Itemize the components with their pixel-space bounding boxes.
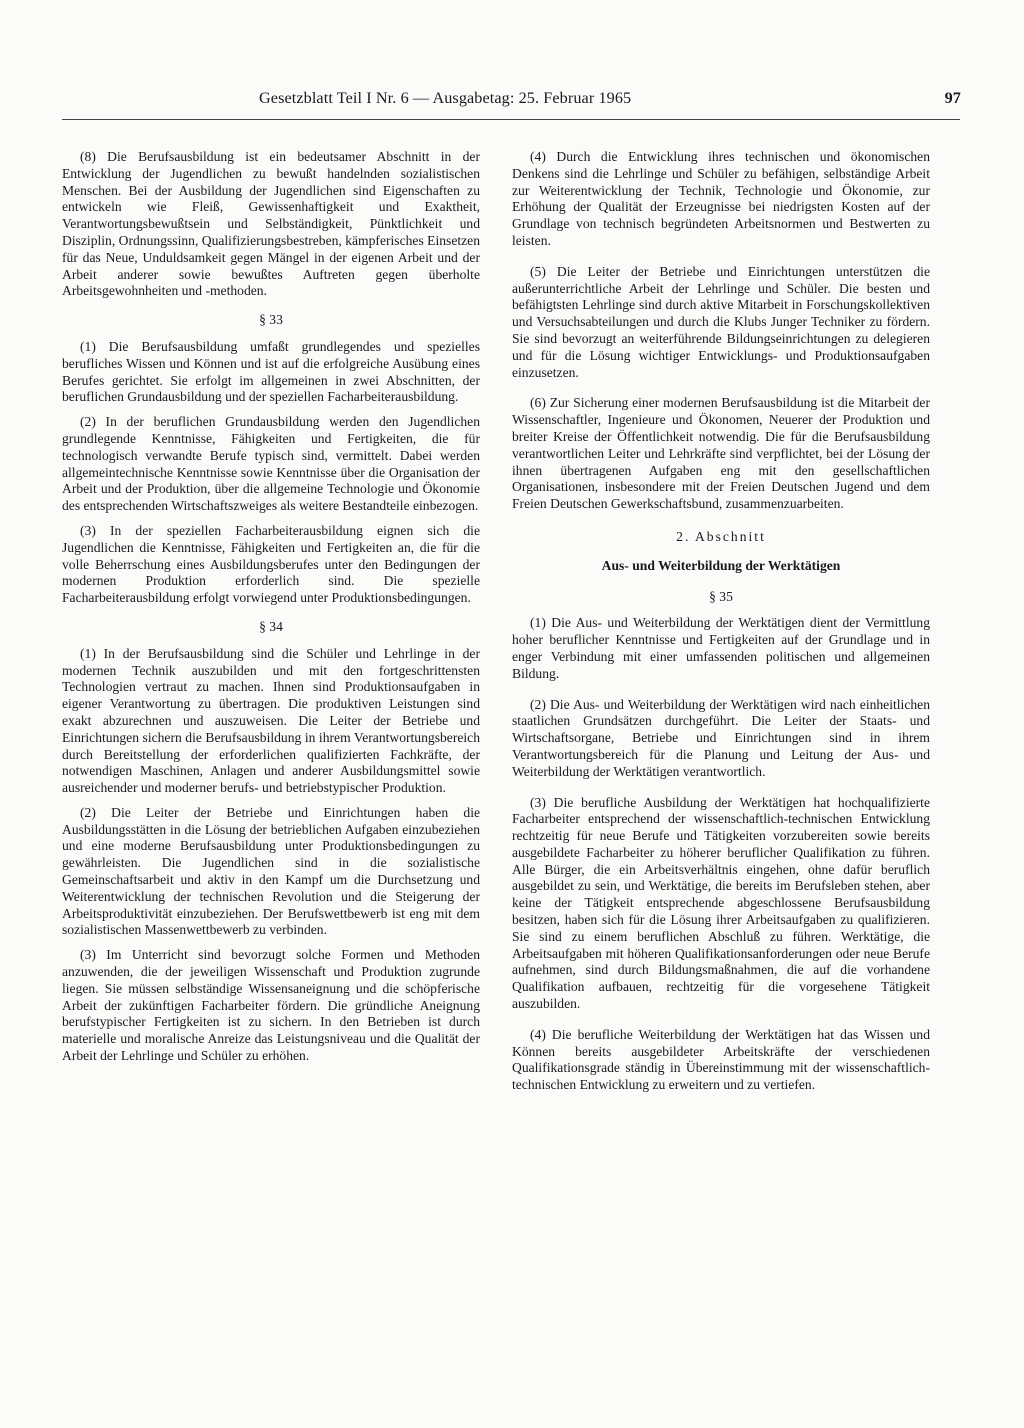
- paragraph-34-2: (2) Die Leiter der Betriebe und Einrichtungen haben die Ausbildungsstätten in die Lösung der betrieblichen Aufgaben einzubeziehen und eine moderne Berufsausbildung unter Produktionsbedingungen zu gewährleisten. Die Jugendlichen sind in die sozialistische Gemeinschaftsarbeit und aktiv in den Kampf um die Durchsetzung und Weiterentwicklung der technischen Revolution und die Steigerung der Arbeitsproduktivität einzubeziehen. Der Berufswettbewerb ist eng mit dem sozialistischen Massenwettbewerb zu verbinden.: [62, 804, 480, 938]
- section-heading-34: § 34: [259, 618, 283, 634]
- paragraph-34-3: (3) Im Unterricht sind bevorzugt solche Formen und Methoden anzuwenden, die der jeweiligen Wissenschaft und Produktion zugrunde liegen. Sie müssen selbständige Wissensaneignung und die schöpferische Arbeit der zukünftigen Facharbeiter fördern. Die gründliche Aneignung berufstypischer Fertigkeiten ist zu sichern. In den Betrieben ist durch materielle und moralische Anreize das Leistungsniveau und die Qualität der Arbeit der Lehrlinge und Schüler zu erhöhen.: [62, 947, 480, 1064]
- paragraph-34-1: (1) In der Berufsausbildung sind die Schüler und Lehrlinge in der modernen Technik auszubilden und mit den fortgeschrittensten Technologien vertraut zu machen. Ihnen sind Produktionsaufgaben in eigener Verantwortung zu übertragen. Die produktiven Leistungen sind exakt abzurechnen und auszuweisen. Die Leiter der Betriebe und Einrichtungen sichern die Berufsausbildung in ihrem Verantwortungsbereich durch Bereitstellung der erforderlichen qualifizierten Fachkräfte, der notwendigen Maschinen, Anlagen und anderer Ausbildungsmittel sowie ausreichender und moderner berufs- und betriebstypischer Produktion.: [62, 645, 480, 796]
- right-column: [512, 149, 930, 1102]
- section-heading-33: § 33: [259, 312, 283, 328]
- paragraph-8: (8) Die Berufsausbildung ist ein bedeutsamer Abschnitt in der Entwicklung der Jugendlichen zu bewußt handelnden sozialistischen Menschen. Bei der Ausbildung der Jugendlichen sind Eigenschaften zu entwickeln wie Fleiß, Gewissenhaftigkeit und Exaktheit, Verantwortungsbewußtsein und Selbständigkeit, Pünktlichkeit und Disziplin, Ordnungssinn, Qualifizierungsbestreben, kämpferisches Einsetzen für das Neue, Unduldsamkeit gegen Mängel in der eigenen Arbeit und der Arbeit anderer sowie bewußtes Auftreten gegen überholte Arbeitsgewohnheiten und -methoden.: [62, 149, 480, 299]
- paragraph-34-5: (5) Die Leiter der Betriebe und Einrichtungen unterstützen die außerunterrichtliche Arbeit der Lehrlinge und Schüler. Die besten und befähigtsten Lehrlinge sind durch aktive Mitarbeit in Forschungskollektiven und Versuchsabteilungen und durch die Klubs Junger Techniker zu fördern. Sie sind bevorzugt an weiterführende Bildungseinrichtungen zu delegieren und für die Lösung wichtiger Entwicklungs- und Produktionsaufgaben einzusetzen.: [512, 263, 930, 380]
- part-heading: 2. Abschnitt: [676, 528, 766, 544]
- header-rule: [62, 119, 960, 120]
- paragraph-35-1: (1) Die Aus- und Weiterbildung der Werktätigen dient der Vermittlung hoher beruflicher Kenntnisse und Fertigkeiten auf der Grundlage und in enger Verbindung mit einer umfassenden politischen und allgemeinen Bildung.: [512, 615, 930, 681]
- page-header: [259, 89, 961, 113]
- paragraph-33-3: (3) In der speziellen Facharbeiterausbildung eignen sich die Jugendlichen die Kenntnisse, Fähigkeiten und Fertigkeiten an, die für die volle Beherrschung eines Ausbildungsberufes unter den Bedingungen der modernen Produktion erforderlich sind. Die spezielle Facharbeiterausbildung erfolgt vorwiegend unter Produktionsbedingungen.: [62, 522, 480, 606]
- paragraph-33-2: (2) In der beruflichen Grundausbildung werden den Jugendlichen grundlegende Kenntnisse, Fähigkeiten und Fertigkeiten, die für technologisch verwandte Berufe typisch sind, vermittelt. Dabei werden allgemeintechnische Kenntnisse sowie Kenntnisse über die Organisation der Arbeit und der Produktion, über die allgemeine Technologie und Ökonomie des entsprechenden Wirtschaftszweiges als weitere Bestandteile einbezogen.: [62, 414, 480, 514]
- paragraph-35-3: (3) Die berufliche Ausbildung der Werktätigen hat hochqualifizierte Facharbeiter entsprechend der wissenschaftlich-technischen Entwicklung rechtzeitig für neue Berufe und Tätigkeiten vorzubereiten sowie bereits ausgebildete Facharbeiter zu höherer beruflicher Qualifikation zu führen. Alle Bürger, die ein Arbeitsverhältnis eingehen, ohne dafür beruflich ausgebildet zu sein, und Werktätige, die bereits im Berufsleben stehen, aber keine der Tätigkeit entsprechende abgeschlossene Berufsausbildung besitzen, haben sich für die Lösung ihrer Arbeitsaufgaben zu qualifizieren. Sie sind zu einem beruflichen Abschluß zu führen. Werktätige, die Arbeitsaufgaben mit höheren Qualifikationsanforderungen oder neue Berufe aufnehmen, sind durch Bildungsmaßnahmen, die auf die vorhandene Qualifikation aufbauen, rechtzeitig für die vorgesehene Tätigkeit auszubilden.: [512, 794, 930, 1012]
- paragraph-35-2: (2) Die Aus- und Weiterbildung der Werktätigen wird nach einheitlichen staatlichen Grundsätzen durchgeführt. Die Leiter der Staats- und Wirtschaftsorgane, Betriebe und Einrichtungen sind in ihrem Verantwortungsbereich für die Planung und Leitung der Aus- und Weiterbildung der Werktätigen verantwortlich.: [512, 696, 930, 779]
- paragraph-35-4: (4) Die berufliche Weiterbildung der Werktätigen hat das Wissen und Können bereits ausgebildeter Arbeitskräfte der verschiedenen Qualifikationsgrade ständig in Übereinstimmung mit der wissenschaftlich-technischen Entwicklung zu erweitern und zu vertiefen.: [512, 1026, 930, 1093]
- paragraph-33-1: (1) Die Berufsausbildung umfaßt grundlegendes und spezielles berufliches Wissen und Können und ist auf die erfolgreiche Ausübung eines Berufes gerichtet. Sie erfolgt im allgemeinen in zwei Abschnitten, der beruflichen Grundausbildung und der speziellen Facharbeiterausbildung.: [62, 338, 480, 405]
- paragraph-34-6: (6) Zur Sicherung einer modernen Berufsausbildung ist die Mitarbeit der Wissenschaftler, Ingenieure und Ökonomen, Neuerer der Produktion und breiter Kreise der Öffentlichkeit notwendig. Die für die Berufsausbildung verantwortlichen Leiter und Lehrkräfte sind verpflichtet, bei der Lösung der ihnen übertragenen Aufgaben eng mit den gesellschaftlichen Organisationen, insbesondere mit der Freien Deutschen Jugend und dem Freien Deutschen Gewerkschaftsbund, zusammenzuarbeiten.: [512, 395, 930, 512]
- page-number: 97: [944, 89, 961, 107]
- part-title: Aus- und Weiterbildung der Werktätigen: [601, 557, 841, 573]
- running-title: Gesetzblatt Teil I Nr. 6 — Ausgabetag: 25. Februar 1965: [259, 89, 632, 107]
- section-heading-35: § 35: [709, 588, 733, 604]
- left-column: [62, 149, 480, 1073]
- paragraph-34-4: (4) Durch die Entwicklung ihres technischen und ökonomischen Denkens sind die Lehrlinge und Schüler zu befähigen, selbständige Arbeit zur Weiterentwicklung der Technik, Technologie und Ökonomie, zur Erhöhung der Qualität der Erzeugnisse bei niedrigsten Kosten auf der Grundlage von technisch begründeten Arbeitsnormen und Bestwerten zu leisten.: [512, 149, 930, 248]
